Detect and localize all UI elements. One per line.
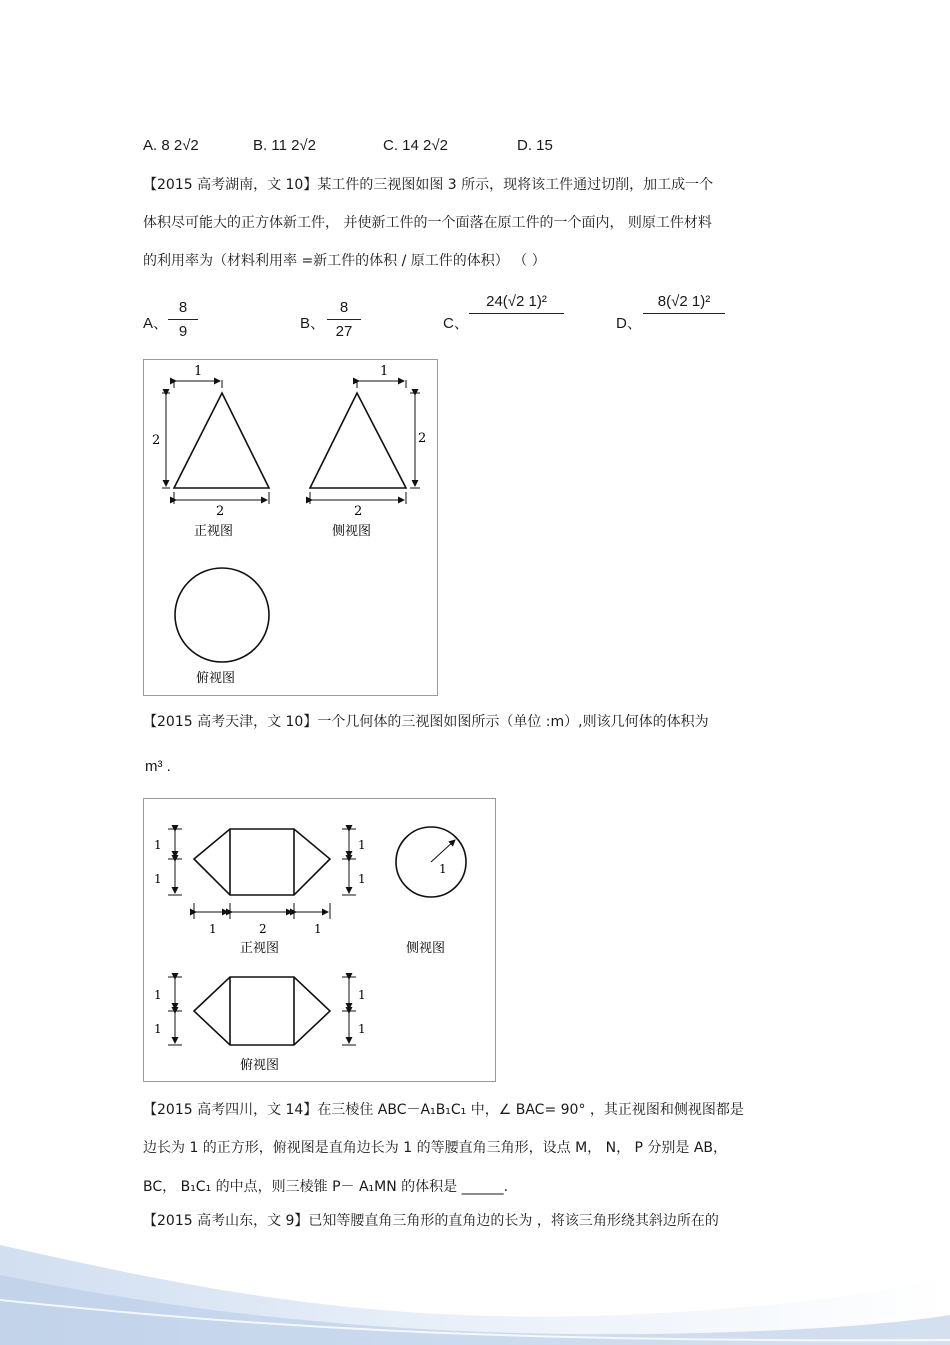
side-top-dimension: 1 [380, 364, 389, 379]
denominator: 9 [178, 323, 188, 340]
top-view-label: 俯视图 [196, 671, 236, 686]
numerator: 8(√2 1)² [657, 293, 711, 310]
sichuan-line-3: BC， B₁C₁ 的中点，则三棱锥 P－ A₁MN 的体积是 ______. [143, 1179, 509, 1195]
fraction-bar [327, 319, 361, 320]
front-left-dim-lower: 1 [154, 872, 162, 886]
figure-2-drawing [144, 799, 495, 1081]
shandong-line-1: 【2015 高考山东，文 9】已知等腰直角三角形的直角边的长为 ，将该三角形绕其斜边所在的 [143, 1213, 719, 1229]
numerator: 24(√2 1)² [486, 293, 547, 310]
tianjin-line-2: m³ . [145, 758, 171, 775]
option-b-top: B. 11 2√2 [253, 137, 316, 154]
front-left-dim-upper: 1 [154, 838, 162, 852]
hunan-line-1: 【2015 高考湖南，文 10】某工件的三视图如图 3 所示，现将该工件通过切削，加工成一个 [143, 177, 714, 193]
fraction-bar [643, 313, 725, 314]
hunan-option-a-label: A、 [143, 315, 169, 332]
numerator: 8 [339, 299, 349, 316]
top-view-label: 俯视图 [240, 1058, 280, 1073]
front-view-triangle [174, 393, 269, 488]
side-base-dimension: 2 [354, 504, 363, 519]
option-a-top: A. 8 2√2 [143, 137, 199, 154]
denominator: 27 [335, 323, 353, 340]
front-bottom-dim-middle: 2 [259, 922, 267, 936]
front-base-dimension: 2 [216, 504, 225, 519]
side-height-dimension: 2 [418, 431, 427, 446]
option-c-top: C. 14 2√2 [383, 137, 448, 154]
tianjin-line-1: 【2015 高考天津，文 10】一个几何体的三视图如图所示（单位 :m）,则该几何体的体积为 [143, 714, 709, 730]
front-view-outline [194, 829, 330, 895]
top-view-outline [194, 977, 330, 1045]
front-bottom-dim-right: 1 [314, 922, 322, 936]
hunan-line-3: 的利用率为（材料利用率 =新工件的体积 / 原工件的体积） （ ） [143, 253, 546, 269]
side-view-triangle [310, 393, 406, 488]
numerator: 8 [178, 299, 188, 316]
front-view-label: 正视图 [194, 524, 234, 539]
figure-three-views-cone [143, 359, 438, 696]
side-radius-label: 1 [439, 862, 447, 876]
fraction-bar [469, 313, 564, 314]
front-right-dim-lower: 1 [358, 872, 366, 886]
sichuan-line-1: 【2015 高考四川，文 14】在三棱住 ABC－A₁B₁C₁ 中，∠ BAC= 90° ，其正视图和侧视图都是 [143, 1102, 744, 1118]
hunan-option-b-label: B、 [300, 315, 326, 332]
hunan-option-a-fraction [168, 299, 198, 340]
front-top-dimension: 1 [194, 364, 203, 379]
fraction-bar [168, 319, 198, 320]
figure-1-drawing [144, 360, 437, 695]
hunan-option-c-fraction [469, 293, 564, 317]
hunan-line-2: 体积尽可能大的正方体新工件， 并使新工件的一个面落在原工件的一个面内， 则原工件材料 [143, 215, 712, 231]
top-right-dim-lower: 1 [358, 1022, 366, 1036]
hunan-option-c-label: C、 [443, 315, 469, 332]
side-view-label: 侧视图 [406, 941, 446, 956]
front-right-dim-upper: 1 [358, 838, 366, 852]
top-left-dim-upper: 1 [154, 988, 162, 1002]
sichuan-line-2: 边长为 1 的正方形，俯视图是直角边长为 1 的等腰直角三角形，设点 M， N， P 分别是 AB， [143, 1140, 728, 1156]
front-view-label: 正视图 [240, 941, 280, 956]
top-right-dim-upper: 1 [358, 988, 366, 1002]
hunan-option-d-fraction [643, 293, 725, 317]
figure-three-views-cylinder-cones [143, 798, 496, 1082]
top-left-dim-lower: 1 [154, 1022, 162, 1036]
top-view-circle [175, 568, 269, 662]
option-d-top: D. 15 [517, 137, 553, 154]
side-view-label: 侧视图 [332, 524, 372, 539]
hunan-option-d-label: D、 [616, 315, 642, 332]
front-bottom-dim-left: 1 [209, 922, 217, 936]
front-height-dimension: 2 [152, 433, 161, 448]
decorative-wave-background [0, 1205, 950, 1345]
hunan-option-b-fraction [327, 299, 361, 340]
